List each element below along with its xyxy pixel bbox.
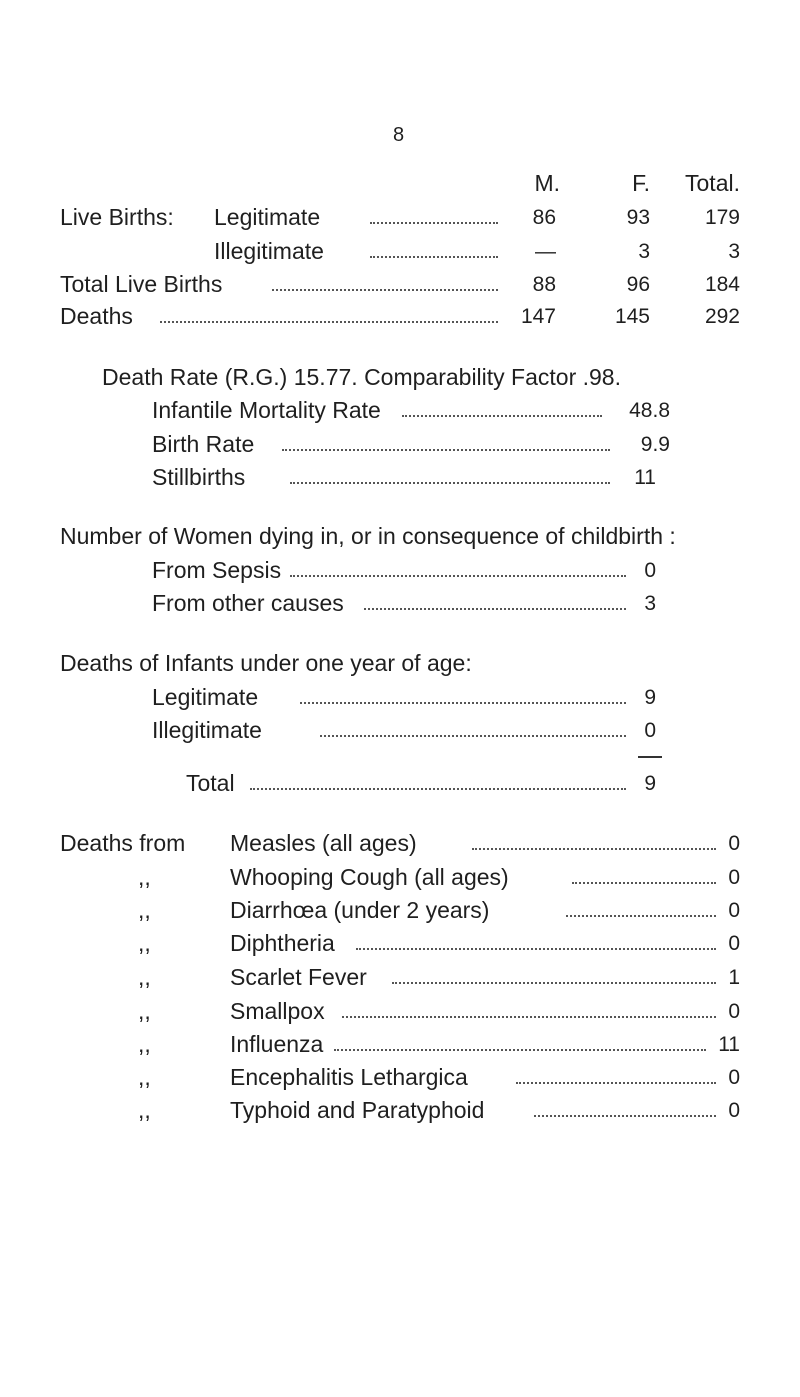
infantile-mortality-value: 48.8 (629, 399, 670, 422)
infants-illegitimate-value: 0 (644, 719, 656, 742)
diarrhoea-label: Diarrhœa (under 2 years) (230, 897, 490, 923)
dot-leader (566, 915, 716, 917)
dot-leader (370, 256, 498, 258)
infants-illegitimate-label: Illegitimate (152, 717, 262, 743)
whooping-cough-value: 0 (728, 866, 740, 889)
deaths-label: Deaths (60, 303, 133, 329)
illegitimate-f: 3 (638, 240, 650, 263)
smallpox-value: 0 (728, 1000, 740, 1023)
typhoid-label: Typhoid and Paratyphoid (230, 1097, 485, 1123)
ditto-mark: ,, (138, 1064, 151, 1090)
header-total: Total. (685, 170, 740, 196)
whooping-cough-label: Whooping Cough (all ages) (230, 864, 509, 890)
ditto-mark: ,, (138, 998, 151, 1024)
live-births-group-label: Live Births: (60, 204, 174, 230)
dot-leader (402, 415, 602, 417)
dot-leader (160, 321, 498, 323)
dot-leader (472, 848, 716, 850)
ditto-mark: ,, (138, 964, 151, 990)
deaths-m: 147 (520, 305, 556, 328)
deaths-total: 292 (704, 305, 740, 328)
legitimate-m: 86 (532, 206, 556, 229)
maternal-heading: Number of Women dying in, or in consequence of childbirth : (60, 523, 676, 549)
diarrhoea-value: 0 (728, 899, 740, 922)
dot-leader (516, 1082, 716, 1084)
illegitimate-m: — (535, 240, 556, 263)
dot-leader (334, 1049, 706, 1051)
infants-legitimate-value: 9 (644, 686, 656, 709)
birth-rate-value: 9.9 (640, 433, 670, 456)
dot-leader (364, 608, 626, 610)
total-live-births-total: 184 (704, 273, 740, 296)
encephalitis-label: Encephalitis Lethargica (230, 1064, 468, 1090)
birth-rate-label: Birth Rate (152, 431, 255, 457)
stillbirths-value: 11 (634, 466, 656, 489)
deaths-from-prefix: Deaths from (60, 830, 186, 856)
header-f: F. (632, 170, 650, 196)
infantile-mortality-label: Infantile Mortality Rate (152, 397, 381, 423)
legitimate-total: 179 (704, 206, 740, 229)
sepsis-value: 0 (644, 559, 656, 582)
dot-leader (282, 449, 610, 451)
ditto-mark: ,, (138, 864, 151, 890)
dot-leader (250, 788, 626, 790)
total-rule (638, 756, 662, 758)
deaths-f: 145 (614, 305, 650, 328)
dot-leader (272, 289, 498, 291)
dot-leader (320, 735, 626, 737)
illegitimate-total: 3 (728, 240, 740, 263)
influenza-label: Influenza (230, 1031, 324, 1057)
typhoid-value: 0 (728, 1099, 740, 1122)
scarlet-fever-value: 1 (728, 966, 740, 989)
dot-leader (370, 222, 498, 224)
dot-leader (300, 702, 626, 704)
dot-leader (534, 1115, 716, 1117)
dot-leader (290, 575, 626, 577)
infants-total-label: Total (186, 770, 235, 796)
infants-legitimate-label: Legitimate (152, 684, 259, 710)
diphtheria-label: Diphtheria (230, 930, 335, 956)
dot-leader (356, 948, 716, 950)
encephalitis-value: 0 (728, 1066, 740, 1089)
dot-leader (290, 482, 610, 484)
legitimate-f: 93 (626, 206, 650, 229)
ditto-mark: ,, (138, 897, 151, 923)
scarlet-fever-label: Scarlet Fever (230, 964, 367, 990)
sepsis-label: From Sepsis (152, 557, 282, 583)
other-causes-value: 3 (644, 592, 656, 615)
death-rate-line: Death Rate (R.G.) 15.77. Comparability Factor .98. (102, 364, 621, 390)
smallpox-label: Smallpox (230, 998, 325, 1024)
illegitimate-label: Illegitimate (214, 238, 324, 264)
measles-value: 0 (728, 832, 740, 855)
total-live-births-label: Total Live Births (60, 271, 223, 297)
diphtheria-value: 0 (728, 932, 740, 955)
legitimate-label: Legitimate (214, 204, 321, 230)
page-number: 8 (393, 124, 405, 146)
infants-total-value: 9 (644, 772, 656, 795)
other-causes-label: From other causes (152, 590, 344, 616)
dot-leader (342, 1016, 716, 1018)
influenza-value: 11 (718, 1033, 740, 1056)
stillbirths-label: Stillbirths (152, 464, 246, 490)
header-m: M. (534, 170, 560, 196)
total-live-births-m: 88 (532, 273, 556, 296)
ditto-mark: ,, (138, 1097, 151, 1123)
ditto-mark: ,, (138, 930, 151, 956)
total-live-births-f: 96 (626, 273, 650, 296)
dot-leader (572, 882, 716, 884)
ditto-mark: ,, (138, 1031, 151, 1057)
infants-heading: Deaths of Infants under one year of age: (60, 650, 472, 676)
measles-label: Measles (all ages) (230, 830, 417, 856)
dot-leader (392, 982, 716, 984)
